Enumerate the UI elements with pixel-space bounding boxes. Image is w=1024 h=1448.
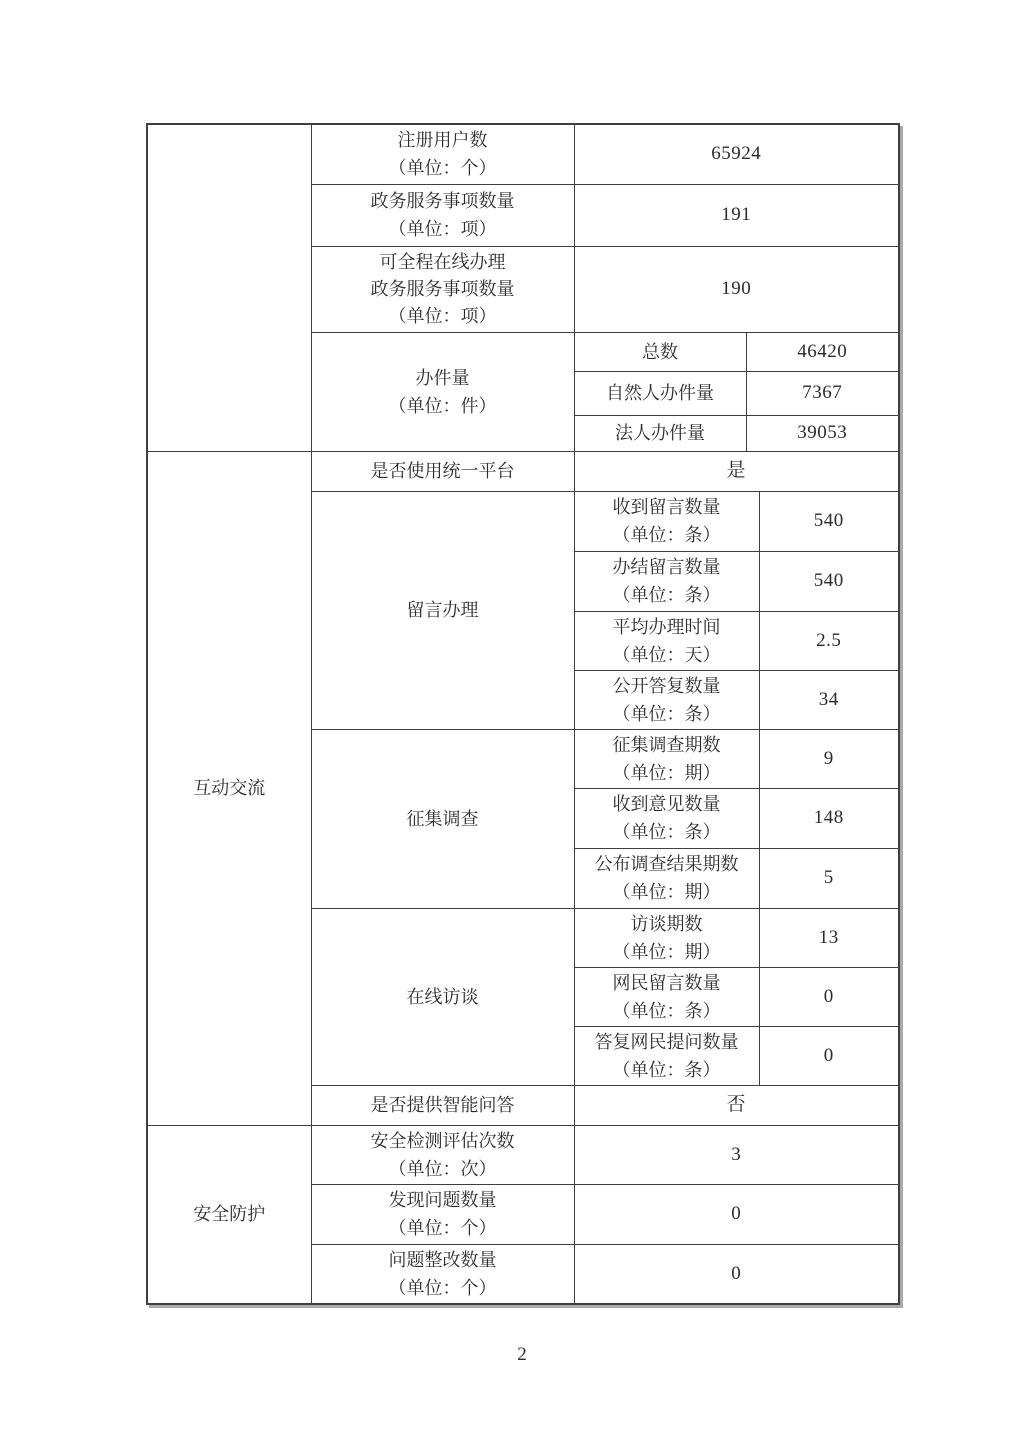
sublabel-messages-completed	[574, 551, 759, 611]
annual-report-table	[146, 123, 900, 1305]
label-text: 办件量	[415, 367, 470, 388]
category-cell-interaction: 互动交流	[147, 451, 311, 1125]
label-cases	[311, 332, 574, 451]
value-messages-completed: 540	[759, 551, 899, 611]
sublabel-messages-received	[574, 491, 759, 551]
label-problems-fixed	[311, 1244, 574, 1304]
label-unit: （单位：件）	[388, 395, 497, 416]
label-text: 公开答复数量	[612, 675, 721, 696]
label-unit: （单位：条）	[612, 1000, 721, 1021]
sublabel-interview-periods	[574, 908, 759, 967]
value-service-items: 191	[574, 184, 899, 246]
label-full-online-items	[311, 246, 574, 332]
value-netizen-replies: 0	[759, 1026, 899, 1085]
label-unit: （单位：个）	[388, 158, 497, 179]
sublabel-average-handling-time	[574, 611, 759, 670]
sublabel-survey-results-published	[574, 848, 759, 908]
label-text-line2: 政务服务事项数量	[370, 278, 515, 299]
sublabel-opinions-received	[574, 788, 759, 848]
value-cases-total: 46420	[746, 332, 899, 371]
label-text: 平均办理时间	[612, 616, 721, 637]
value-problems-found: 0	[574, 1184, 899, 1244]
label-survey: 征集调查	[311, 729, 574, 908]
label-unit: （单位：个）	[388, 1218, 497, 1238]
label-unit: （单位：期）	[612, 762, 721, 783]
sublabel-public-replies	[574, 670, 759, 729]
sublabel-cases-total: 总数	[574, 332, 746, 371]
label-text: 政务服务事项数量	[370, 191, 515, 211]
label-text: 收到留言数量	[612, 497, 721, 517]
value-unified-platform: 是	[574, 451, 899, 491]
value-cases-natural-person: 7367	[746, 371, 899, 415]
label-text: 公布调查结果期数	[594, 854, 739, 874]
label-unit: （单位：项）	[388, 305, 497, 326]
label-text: 答复网民提问数量	[594, 1031, 739, 1052]
label-text: 问题整改数量	[388, 1249, 497, 1270]
value-public-replies: 34	[759, 670, 899, 729]
value-security-assessments: 3	[574, 1125, 899, 1184]
label-text: 征集调查期数	[612, 734, 721, 755]
label-unit: （单位：条）	[612, 822, 721, 842]
label-text: 发现问题数量	[388, 1190, 497, 1210]
label-text: 访谈期数	[630, 913, 703, 934]
page-number: 2	[517, 1344, 527, 1365]
label-unified-platform: 是否使用统一平台	[311, 451, 574, 491]
label-text: 注册用户数	[397, 130, 488, 151]
label-text: 办结留言数量	[612, 557, 721, 577]
sublabel-netizen-messages	[574, 967, 759, 1026]
label-unit: （单位：次）	[388, 1158, 497, 1179]
label-unit: （单位：条）	[612, 703, 721, 724]
value-average-handling-time: 2.5	[759, 611, 899, 670]
sublabel-netizen-replies	[574, 1026, 759, 1085]
label-smart-qa: 是否提供智能问答	[311, 1085, 574, 1125]
label-unit: （单位：天）	[612, 644, 721, 665]
label-unit: （单位：期）	[612, 941, 721, 962]
label-service-items	[311, 184, 574, 246]
value-full-online-items: 190	[574, 246, 899, 332]
value-cases-legal-person: 39053	[746, 415, 899, 451]
value-survey-periods: 9	[759, 729, 899, 788]
label-security-assessments	[311, 1125, 574, 1184]
value-interview-periods: 13	[759, 908, 899, 967]
value-messages-received: 540	[759, 491, 899, 551]
label-unit: （单位：条）	[612, 1059, 721, 1080]
label-message-handling: 留言办理	[311, 491, 574, 729]
label-unit: （单位：条）	[612, 585, 721, 605]
sublabel-survey-periods	[574, 729, 759, 788]
label-unit: （单位：期）	[612, 882, 721, 902]
value-netizen-messages: 0	[759, 967, 899, 1026]
label-online-interview: 在线访谈	[311, 908, 574, 1085]
label-text: 收到意见数量	[612, 794, 721, 814]
value-survey-results-published: 5	[759, 848, 899, 908]
sublabel-cases-natural-person: 自然人办件量	[574, 371, 746, 415]
sublabel-cases-legal-person: 法人办件量	[574, 415, 746, 451]
label-text-line1: 可全程在线办理	[379, 251, 506, 272]
label-text: 安全检测评估次数	[370, 1130, 515, 1151]
label-registered-users	[311, 124, 574, 184]
label-text: 网民留言数量	[612, 972, 721, 993]
label-unit: （单位：项）	[388, 219, 497, 239]
label-problems-found	[311, 1184, 574, 1244]
category-cell-online-service	[147, 124, 311, 451]
label-unit: （单位：个）	[388, 1277, 497, 1298]
value-problems-fixed: 0	[574, 1244, 899, 1304]
value-smart-qa: 否	[574, 1085, 899, 1125]
category-cell-security: 安全防护	[147, 1125, 311, 1304]
label-unit: （单位：条）	[612, 525, 721, 545]
value-opinions-received: 148	[759, 788, 899, 848]
value-registered-users: 65924	[574, 124, 899, 184]
